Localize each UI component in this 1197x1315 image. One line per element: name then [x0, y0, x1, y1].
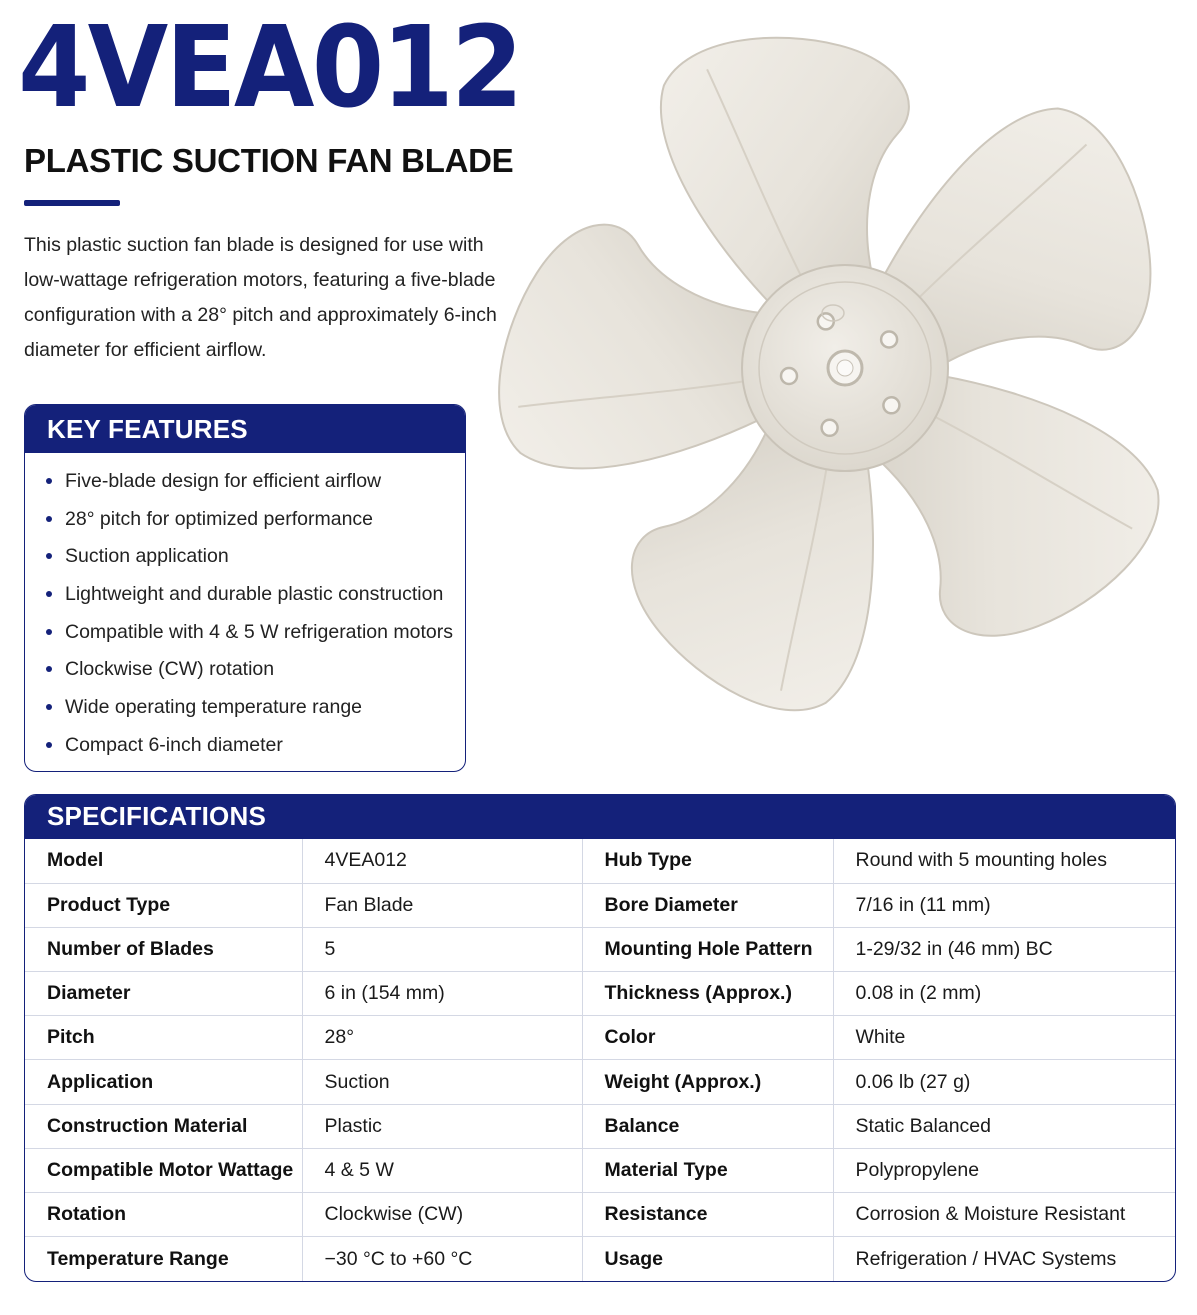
spec-value: Round with 5 mounting holes	[833, 839, 1176, 883]
accent-divider	[24, 200, 120, 206]
spec-label: Bore Diameter	[582, 883, 833, 927]
spec-value: Clockwise (CW)	[302, 1193, 582, 1237]
spec-row	[25, 972, 1176, 1016]
spec-label: Construction Material	[25, 1104, 302, 1148]
spec-label: Diameter	[25, 972, 302, 1016]
spec-label: Balance	[582, 1104, 833, 1148]
spec-value: 28°	[302, 1016, 582, 1060]
feature-item: Clockwise (CW) rotation	[45, 655, 465, 693]
product-description: This plastic suction fan blade is designed for use with low-wattage refrigeration motors, featuring a five-blade configuration with a 28° pitch and approximately 6-inch diameter for efficient airflow.	[24, 234, 497, 361]
key-features-title: KEY FEATURES	[25, 405, 465, 453]
key-features-card	[24, 404, 466, 772]
spec-value: 0.08 in (2 mm)	[833, 972, 1176, 1016]
feature-item: Five-blade design for efficient airflow	[45, 467, 465, 505]
feature-item: Wide operating temperature range	[45, 693, 465, 731]
mounting-hole	[781, 368, 797, 384]
spec-value: 4VEA012	[302, 839, 582, 883]
spec-label: Resistance	[582, 1193, 833, 1237]
spec-row	[25, 927, 1176, 971]
mounting-hole	[822, 420, 838, 436]
spec-label: Color	[582, 1016, 833, 1060]
spec-value: Plastic	[302, 1104, 582, 1148]
spec-row	[25, 883, 1176, 927]
spec-value: Fan Blade	[302, 883, 582, 927]
spec-row	[25, 1193, 1176, 1237]
specifications-table	[25, 839, 1176, 1281]
spec-value: −30 °C to +60 °C	[302, 1237, 582, 1281]
mounting-hole	[881, 332, 897, 348]
spec-value: Polypropylene	[833, 1148, 1176, 1192]
spec-row	[25, 1016, 1176, 1060]
spec-row	[25, 839, 1176, 883]
spec-label: Weight (Approx.)	[582, 1060, 833, 1104]
spec-label: Number of Blades	[25, 927, 302, 971]
spec-value: White	[833, 1016, 1176, 1060]
spec-label: Product Type	[25, 883, 302, 927]
feature-item: Compact 6-inch diameter	[45, 731, 465, 769]
feature-item: Lightweight and durable plastic construction	[45, 580, 465, 618]
specifications-title: SPECIFICATIONS	[25, 795, 1175, 839]
spec-label: Application	[25, 1060, 302, 1104]
spec-label: Compatible Motor Wattage	[25, 1148, 302, 1192]
spec-value: Suction	[302, 1060, 582, 1104]
key-features-list	[25, 453, 465, 769]
feature-item: Compatible with 4 & 5 W refrigeration motors	[45, 618, 465, 656]
spec-value: 7/16 in (11 mm)	[833, 883, 1176, 927]
specifications-card	[24, 794, 1176, 1282]
spec-label: Mounting Hole Pattern	[582, 927, 833, 971]
spec-value: 6 in (154 mm)	[302, 972, 582, 1016]
spec-row	[25, 1237, 1176, 1281]
spec-value: 1-29/32 in (46 mm) BC	[833, 927, 1176, 971]
spec-value: 4 & 5 W	[302, 1148, 582, 1192]
spec-row	[25, 1104, 1176, 1148]
mounting-hole	[883, 397, 899, 413]
spec-row	[25, 1148, 1176, 1192]
spec-value: 5	[302, 927, 582, 971]
product-subtitle: PLASTIC SUCTION FAN BLADE	[24, 142, 514, 179]
fan-blade-image	[490, 8, 1190, 738]
spec-label: Model	[25, 839, 302, 883]
spec-value: 0.06 lb (27 g)	[833, 1060, 1176, 1104]
spec-label: Temperature Range	[25, 1237, 302, 1281]
spec-label: Usage	[582, 1237, 833, 1281]
spec-value: Refrigeration / HVAC Systems	[855, 1247, 1117, 1270]
spec-value: Static Balanced	[833, 1104, 1176, 1148]
spec-label: Rotation	[25, 1193, 302, 1237]
spec-label: Hub Type	[582, 839, 833, 883]
feature-item: Suction application	[45, 542, 465, 580]
spec-label: Pitch	[25, 1016, 302, 1060]
spec-label: Thickness (Approx.)	[582, 972, 833, 1016]
model-title: 4VEA012	[18, 3, 521, 133]
feature-item: 28° pitch for optimized performance	[45, 505, 465, 543]
spec-row	[25, 1060, 1176, 1104]
spec-label: Material Type	[582, 1148, 833, 1192]
spec-value: Corrosion & Moisture Resistant	[833, 1193, 1176, 1237]
